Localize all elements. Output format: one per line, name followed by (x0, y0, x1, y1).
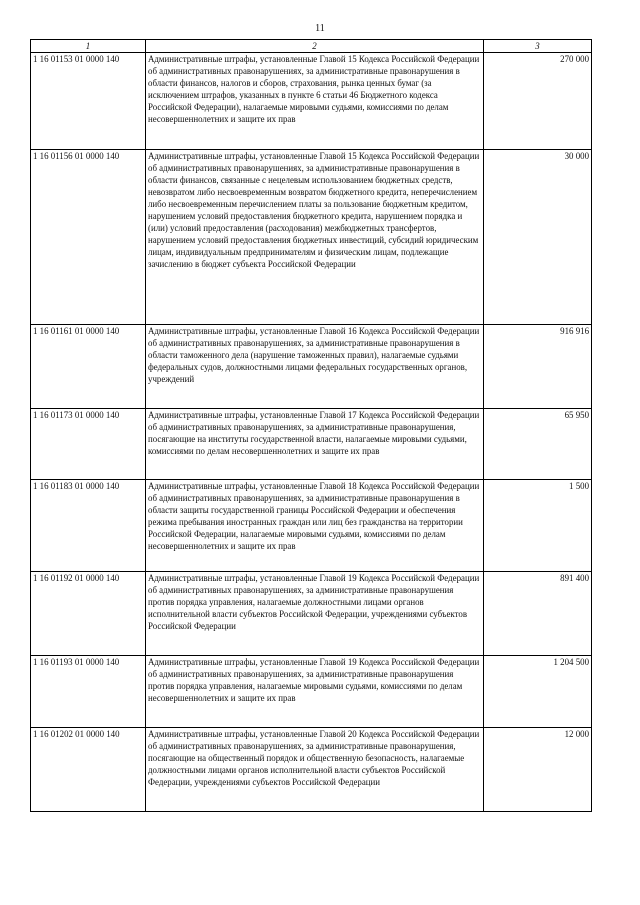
row-code: 1 16 01192 01 0000 140 (31, 572, 146, 656)
row-amount: 916 916 (484, 325, 592, 409)
row-code: 1 16 01173 01 0000 140 (31, 409, 146, 480)
table-header-row (31, 40, 592, 53)
row-amount: 12 000 (484, 728, 592, 812)
row-description: Административные штрафы, установленные Главой 17 Кодекса Российской Федерации об административных правонарушениях, за административные правонарушения, посягающие на институты государственной власти, налагаемые мировыми судьями, комиссиями по делам несовершеннолетних и защите их прав (146, 409, 484, 480)
table-row (31, 656, 592, 728)
row-amount: 30 000 (484, 150, 592, 325)
column-header-description: 2 (146, 40, 484, 53)
row-code: 1 16 01153 01 0000 140 (31, 53, 146, 150)
row-description: Административные штрафы, установленные Главой 19 Кодекса Российской Федерации об административных правонарушениях, за административные правонарушения против порядка управления, налагаемые мировыми судьями, комиссиями по делам несовершеннолетних и защите их прав (146, 656, 484, 728)
row-amount: 1 204 500 (484, 656, 592, 728)
row-description: Административные штрафы, установленные Главой 16 Кодекса Российской Федерации об административных правонарушениях, за административные правонарушения в области таможенного дела (нарушение таможенных правил), налагаемые судьями федеральных судов, должностными лицами федеральных государственных органов, учреждений (146, 325, 484, 409)
row-code: 1 16 01193 01 0000 140 (31, 656, 146, 728)
row-amount: 891 400 (484, 572, 592, 656)
page-number: 11 (315, 23, 325, 34)
table-row (31, 325, 592, 409)
budget-revenue-table (30, 39, 592, 812)
row-description: Административные штрафы, установленные Главой 15 Кодекса Российской Федерации об административных правонарушениях, за административные правонарушения в области финансов, связанные с нецелевым использованием бюджетных средств, невозвратом либо несвоевременным возвратом бюджетного кредита, неперечислением либо несвоевременным перечислением платы за пользование бюджетным кредитом, нарушением условий предоставления бюджетного кредита, нарушением порядка и (или) условий предоставления (расходования) межбюджетных трансфертов, нарушением условий предоставления бюджетных инвестиций, субсидий юридическим лицам, индивидуальным предпринимателям и физическим лицам, подлежащие зачислению в бюджет субъекта Российской Федерации (146, 150, 484, 325)
column-header-amount: 3 (484, 40, 592, 53)
table-row (31, 480, 592, 572)
row-code: 1 16 01161 01 0000 140 (31, 325, 146, 409)
row-code: 1 16 01202 01 0000 140 (31, 728, 146, 812)
row-amount: 65 950 (484, 409, 592, 480)
row-description: Административные штрафы, установленные Главой 19 Кодекса Российской Федерации об административных правонарушениях, за административные правонарушения против порядка управления, налагаемые должностными лицами органов исполнительной власти субъектов Российской Федерации, учреждениями субъектов Российской Федерации (146, 572, 484, 656)
row-amount: 1 500 (484, 480, 592, 572)
table-row (31, 409, 592, 480)
row-code: 1 16 01156 01 0000 140 (31, 150, 146, 325)
table-row (31, 572, 592, 656)
row-amount: 270 000 (484, 53, 592, 150)
row-description: Административные штрафы, установленные Главой 15 Кодекса Российской Федерации об административных правонарушениях, за административные правонарушения в области финансов, налогов и сборов, страхования, рынка ценных бумаг (за исключением штрафов, указанных в пункте 6 статьи 46 Бюджетного кодекса Российской Федерации), налагаемые мировыми судьями, комиссиями по делам несовершеннолетних и защите их прав (146, 53, 484, 150)
row-description: Административные штрафы, установленные Главой 18 Кодекса Российской Федерации об административных правонарушениях, за административные правонарушения в области защиты государственной границы Российской Федерации и обеспечения режима пребывания иностранных граждан или лиц без гражданства на территории Российской Федерации, налагаемые мировыми судьями, комиссиями по делам несовершеннолетних и защите их прав (146, 480, 484, 572)
row-code: 1 16 01183 01 0000 140 (31, 480, 146, 572)
column-header-code: 1 (31, 40, 146, 53)
table-row (31, 728, 592, 812)
table-row (31, 150, 592, 325)
row-description: Административные штрафы, установленные Главой 20 Кодекса Российской Федерации об административных правонарушениях, за административные правонарушения, посягающие на общественный порядок и общественную безопасность, налагаемые должностными лицами органов исполнительной власти субъектов Российской Федерации, учреждениями субъектов Российской Федерации (146, 728, 484, 812)
table-row (31, 53, 592, 150)
